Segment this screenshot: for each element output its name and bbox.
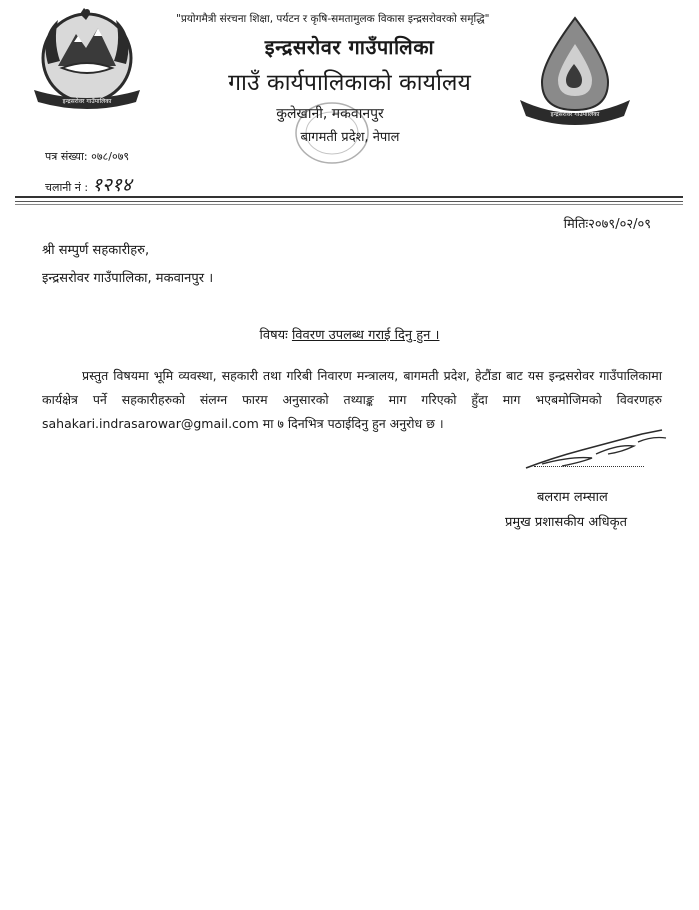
recipient-line-2: इन्द्रसरोवर गाउँपालिका, मकवानपुर । bbox=[42, 271, 214, 286]
subject-line bbox=[0, 325, 699, 343]
org-name: इन्द्रसरोवर गाउँपालिका bbox=[264, 35, 435, 59]
location-line-1: कुलेखानी, मकवानपुर bbox=[276, 106, 384, 122]
signatory-title: प्रमुख प्रशासकीय अधिकृत bbox=[505, 515, 628, 530]
office-name: गाउँ कार्यपालिकाको कार्यालय bbox=[228, 70, 471, 96]
body-paragraph: प्रस्तुत विषयमा भूमि व्यवस्था, सहकारी तथा गरिबी निवारण मन्त्रालय, बागमती प्रदेश, हेटौंडा बाट यस इन्द्रसरोवर गाउँपालिकामा कार्यक्षेत्र पर्ने सहकारीहरुको संलग्न फारम अनुसारको तथ्याङ्क माग गरिएको हुँदा माग भएबमोजिमको विवरणहरु sahakari.indrasarowar@gmail.com मा ७ दिनभित्र पठाईदिनु हुन अनुरोध छ । bbox=[42, 368, 662, 431]
tagline: "प्रयोगमैत्री संरचना शिक्षा, पर्यटन र कृषि-समतामुलक विकास इन्द्रसरोवरको समृद्धि" bbox=[176, 13, 490, 25]
subject-text: विवरण उपलब्ध गराई दिनु हुन । bbox=[291, 328, 440, 343]
recipient-line-1: श्री सम्पुर्ण सहकारीहरु, bbox=[42, 243, 150, 258]
letter-date: मितिः२०७९/०२/०९ bbox=[563, 217, 651, 232]
signature-icon bbox=[522, 428, 672, 480]
left-logo-text: इन्द्रसरोवर गाउँपालिका bbox=[62, 98, 112, 105]
dispatch-number-row bbox=[45, 171, 132, 197]
signatory-name: बलराम लम्साल bbox=[537, 490, 608, 505]
nepal-emblem-icon bbox=[28, 6, 146, 122]
header-divider bbox=[15, 196, 683, 198]
reference-number: पत्र संख्या: ०७८/०७९ bbox=[45, 150, 130, 163]
signature-line bbox=[534, 466, 644, 467]
dispatch-label: चलानी नं : bbox=[45, 181, 89, 194]
right-logo-text: इन्द्रसरोवर गाउँपालिका bbox=[550, 111, 600, 118]
dispatch-number: १२१४ bbox=[92, 174, 132, 196]
subject-label: विषयः bbox=[259, 328, 288, 343]
header-divider bbox=[15, 204, 683, 205]
header-divider bbox=[15, 201, 683, 202]
location-line-2: बागमती प्रदेश, नेपाल bbox=[300, 130, 400, 145]
